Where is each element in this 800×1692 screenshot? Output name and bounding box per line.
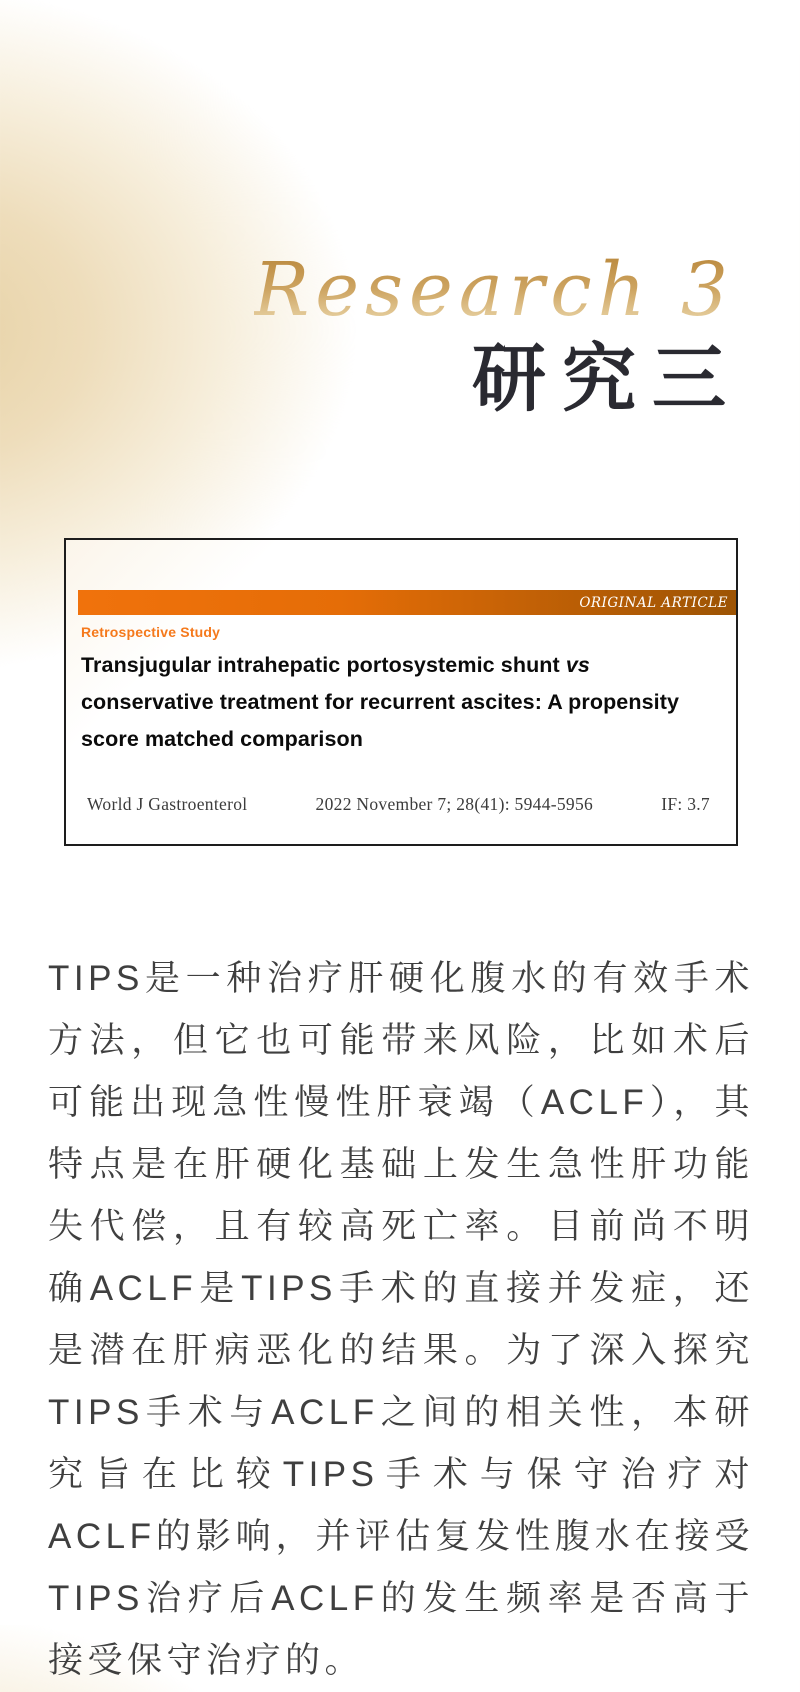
article-title-part1: Transjugular intrahepatic portosystemic shunt bbox=[81, 653, 566, 677]
article-card bbox=[64, 538, 738, 846]
impact-factor: IF: 3.7 bbox=[661, 794, 710, 814]
research-cn-title: 研究三 bbox=[472, 335, 742, 422]
original-article-label: ORIGINAL ARTICLE bbox=[579, 594, 728, 611]
section-header bbox=[0, 247, 742, 422]
original-article-banner bbox=[78, 590, 736, 615]
article-title bbox=[81, 647, 716, 758]
citation-text: 2022 November 7; 28(41): 5944-5956 bbox=[315, 794, 594, 814]
journal-name: World J Gastroenterol bbox=[87, 794, 248, 814]
article-title-part2: conservative treatment for recurrent ascites: A propensity score matched comparison bbox=[81, 690, 680, 751]
study-summary-paragraph: TIPS是一种治疗肝硬化腹水的有效手术方法，但它也可能带来风险，比如术后可能出现急性慢性肝衰竭（ACLF），其特点是在肝硬化基础上发生急性肝功能失代偿，且有较高死亡率。目前尚不明确ACLF是TIPS手术的直接并发症，还是潜在肝病恶化的结果。为了深入探究TIPS手术与ACLF之间的相关性，本研究旨在比较TIPS手术与保守治疗对ACLF的影响，并评估复发性腹水在接受TIPS治疗后ACLF的发生频率是否高于接受保守治疗的。 bbox=[48, 959, 754, 1680]
research-script-title bbox=[0, 247, 740, 334]
article-meta-row bbox=[87, 794, 710, 815]
article-card-body bbox=[66, 615, 736, 815]
research-script-text: Research 3 bbox=[254, 252, 740, 334]
article-title-vs: vs bbox=[565, 653, 590, 677]
article-category: Retrospective Study bbox=[81, 624, 221, 640]
